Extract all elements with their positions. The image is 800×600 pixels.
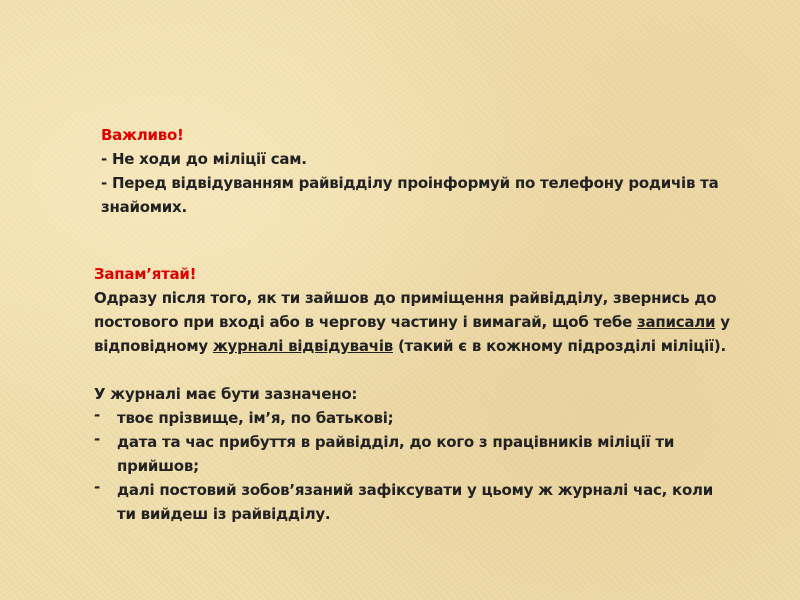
reminder-paragraph-line xyxy=(94,310,784,334)
underlined-term: записали xyxy=(637,313,716,331)
paragraph-text: відповідному xyxy=(94,337,213,355)
paragraph-text: (такий є в кожному підрозділі міліції). xyxy=(392,337,726,355)
reminder-block xyxy=(94,262,784,526)
reminder-heading: Запам’ятай! xyxy=(94,265,197,283)
spacer xyxy=(94,358,784,382)
list-intro: У журналі має бути зазначено: xyxy=(94,385,358,403)
reminder-paragraph-line xyxy=(94,334,784,358)
list-item xyxy=(94,430,784,478)
list-item-text: прийшов; xyxy=(117,457,199,475)
paragraph-text: у xyxy=(715,313,730,331)
list-item-text: далі постовий зобов’язаний зафіксувати у цьому ж журналі час, коли xyxy=(117,481,714,499)
underlined-term: журналі відвідувачів xyxy=(212,337,393,355)
list-bullet: - xyxy=(94,478,100,496)
paragraph-text: постового при вході або в чергову частину і вимагай, щоб тебе xyxy=(94,313,638,331)
notice-line: знайомих. xyxy=(101,198,187,216)
list-item xyxy=(94,406,784,430)
list-bullet: - xyxy=(94,430,100,448)
list-item-text: твоє прізвище, ім’я, по батькові; xyxy=(117,409,394,427)
notice-block xyxy=(101,123,761,219)
list-item-text: дата та час прибуття в райвідділ, до кого з працівників міліції ти xyxy=(117,433,675,451)
notice-line: - Перед відвідуванням райвідділу проінформуй по телефону родичів та xyxy=(101,174,719,192)
notice-heading: Важливо! xyxy=(101,126,184,144)
list-item-text: ти вийдеш із райвідділу. xyxy=(117,505,331,523)
list-bullet: - xyxy=(94,406,100,424)
reminder-paragraph-line: Одразу після того, як ти зайшов до приміщення райвідділу, звернись до xyxy=(94,289,717,307)
list-item xyxy=(94,478,784,526)
notice-line: - Не ходи до міліції сам. xyxy=(101,150,307,168)
